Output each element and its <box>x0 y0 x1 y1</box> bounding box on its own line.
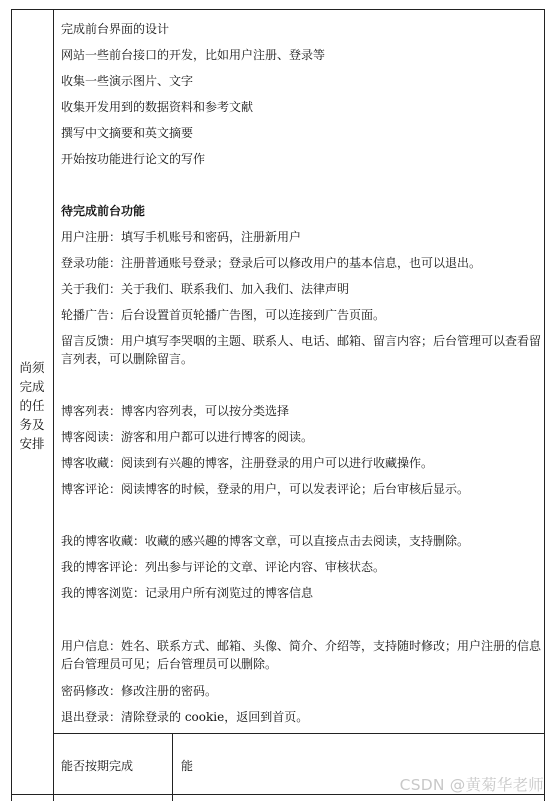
done-item: 完成前台界面的设计 <box>61 22 170 36</box>
bottom-cell-divider <box>172 733 173 801</box>
bottom-row-divider <box>53 733 544 734</box>
pending-item: 退出登录：清除登录的 cookie，返回到首页。 <box>61 710 309 724</box>
done-item: 收集开发用到的数据资料和参考文献 <box>61 100 254 114</box>
label-line: 的任 <box>19 398 45 413</box>
done-item: 网站一些前台接口的开发，比如用户注册、登录等 <box>61 48 326 62</box>
pending-item: 轮播广告：后台设置首页轮播广告图，可以连接到广告页面。 <box>61 308 386 322</box>
label-column-divider <box>53 9 54 801</box>
label-line: 尚须 <box>19 360 45 375</box>
label-line: 安排 <box>19 436 45 451</box>
table-left-border <box>11 9 12 801</box>
pending-item: 关于我们：关于我们、联系我们、加入我们、法律声明 <box>61 282 350 296</box>
pending-item: 留言反馈：用户填写李哭咽的主题、联系人、电话、邮箱、留言内容；后台管理可以查看留言列表，可以删除留言。 <box>61 334 542 366</box>
label-line: 务及 <box>19 417 45 432</box>
pending-item: 我的博客评论：列出参与评论的文章、评论内容、审核状态。 <box>61 560 386 574</box>
done-item: 开始按功能进行论文的写作 <box>61 152 206 166</box>
done-item: 收集一些演示图片、文字 <box>61 74 194 88</box>
label-line: 完成 <box>19 379 45 394</box>
pending-item: 博客阅读：游客和用户都可以进行博客的阅读。 <box>61 430 314 444</box>
pending-item: 密码修改：修改注册的密码。 <box>61 684 218 698</box>
pending-item: 用户信息：姓名、联系方式、邮箱、头像、简介、介绍等，支持随时修改；用户注册的信息后台管理员可见；后台管理员可以删除。 <box>61 639 542 671</box>
pending-item: 博客评论：阅读博客的时候，登录的用户，可以发表评论；后台审核后显示。 <box>61 482 470 496</box>
done-item: 撰写中文摘要和英文摘要 <box>61 126 194 140</box>
pending-item: 登录功能：注册普通账号登录；登录后可以修改用户的基本信息，也可以退出。 <box>61 256 482 270</box>
pending-item: 我的博客浏览：记录用户所有浏览过的博客信息 <box>61 586 314 600</box>
pending-item: 用户注册：填写手机账号和密码，注册新用户 <box>61 230 302 244</box>
pending-heading: 待完成前台功能 <box>61 204 146 218</box>
remaining-tasks-label <box>17 358 47 453</box>
pending-item: 博客收藏：阅读到有兴趣的博客，注册登录的用户可以进行收藏操作。 <box>61 456 434 470</box>
csdn-watermark: CSDN @黄菊华老师 <box>399 776 544 794</box>
on-schedule-value: 能 <box>181 759 194 773</box>
pending-item: 博客列表：博客内容列表，可以按分类选择 <box>61 404 290 418</box>
table-top-border <box>11 9 545 10</box>
on-schedule-label: 能否按期完成 <box>61 759 134 773</box>
table-right-border <box>544 9 545 801</box>
pending-item: 我的博客收藏：收藏的感兴趣的博客文章，可以直接点击去阅读，支持删除。 <box>61 534 470 548</box>
